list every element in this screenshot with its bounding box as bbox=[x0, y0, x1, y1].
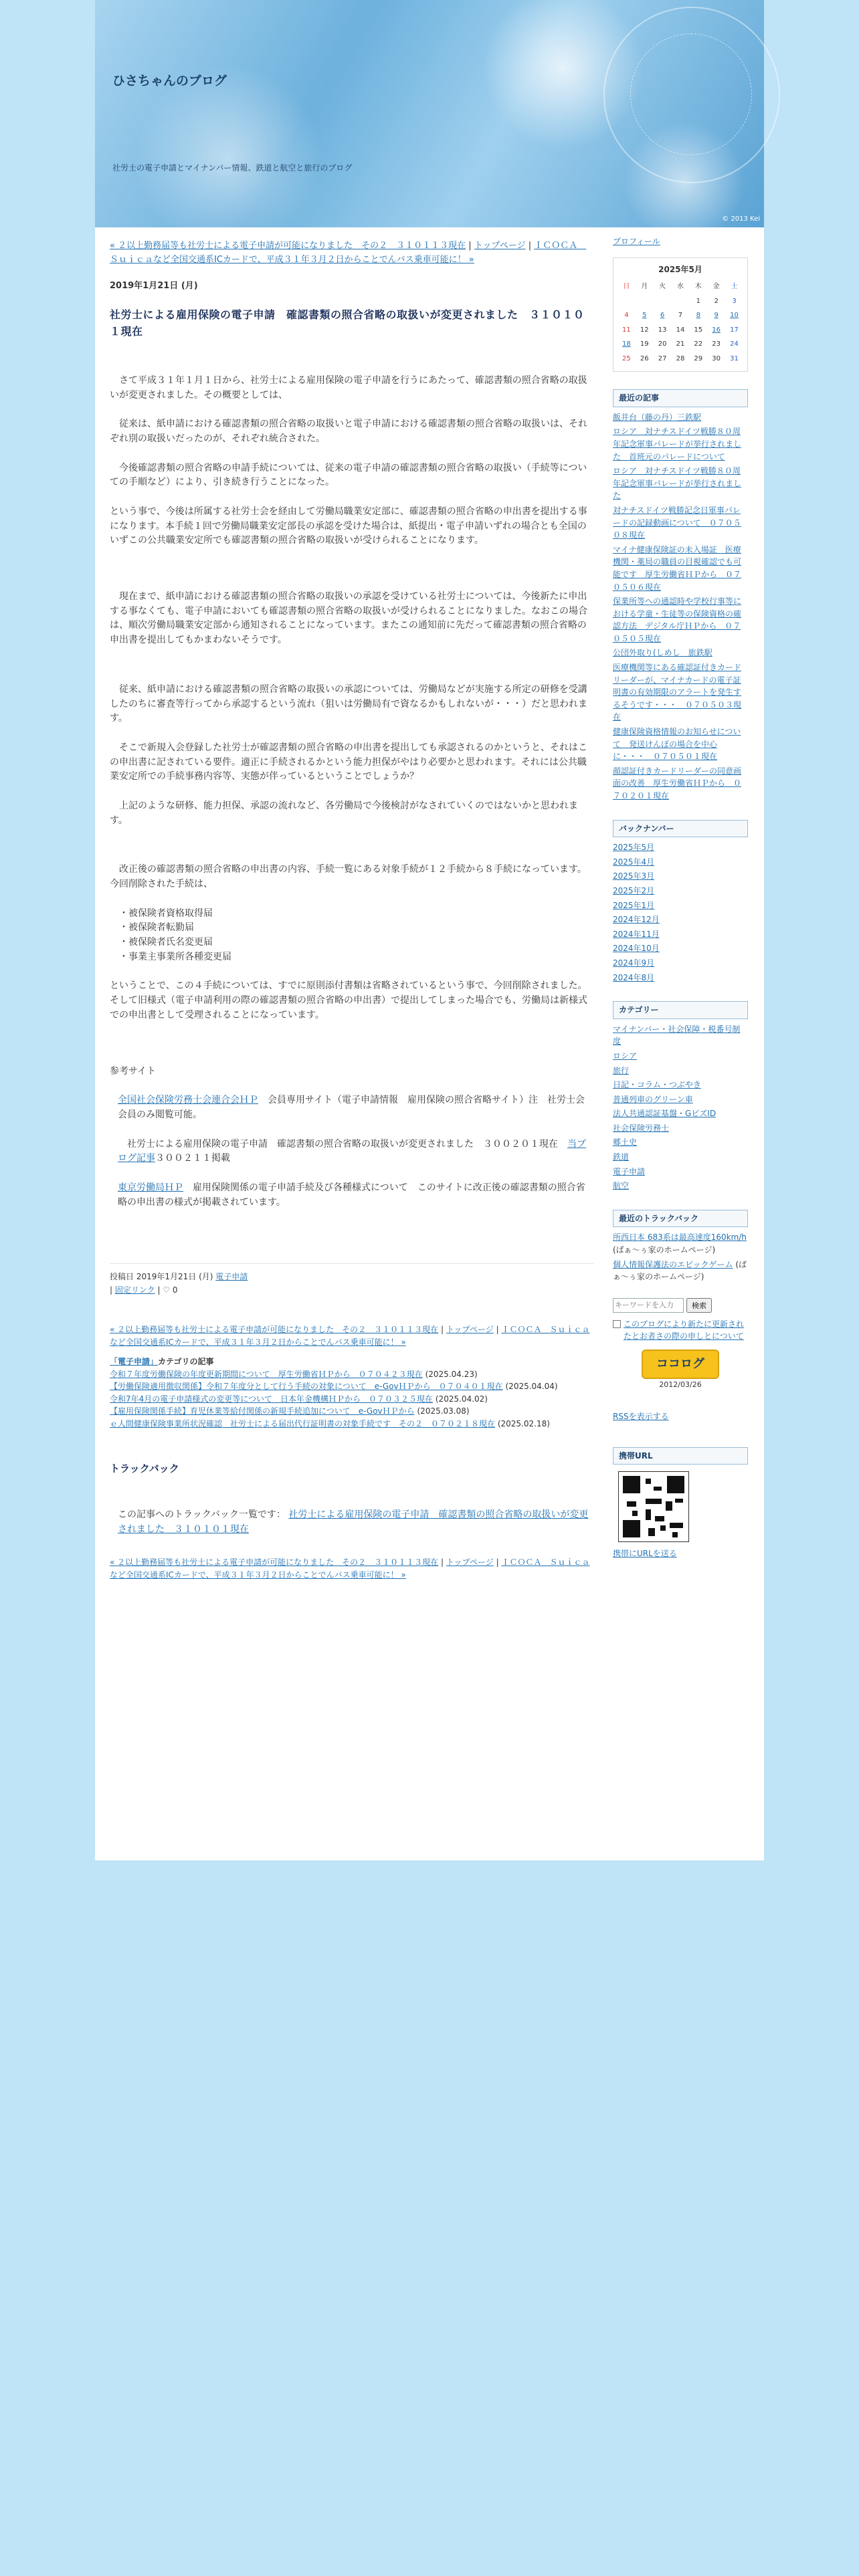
top-page-link[interactable]: トップページ bbox=[446, 1324, 494, 1334]
reference-item: 東京労働局ＨＰ 雇用保険関係の電子申請手続及び各種様式について このサイトに改正後の確認書類の照合省略の申出書の様式が掲載されています。 bbox=[118, 1182, 585, 1208]
list-item bbox=[613, 870, 748, 883]
send-mobile-url-link[interactable]: 携帯にURLを送る bbox=[613, 1549, 677, 1559]
calendar-day: 13 bbox=[658, 326, 667, 334]
calendar-day-link[interactable]: 5 bbox=[642, 312, 647, 320]
calendar-day: 20 bbox=[658, 340, 667, 348]
list-item: 令和７年度労働保険の年度更新期間について 厚生労働省ＨＰから ０７０４２３現在 (2025.04.23) bbox=[110, 1369, 478, 1379]
prev-entry-link[interactable]: « ２以上勤務届等も社労士による電子申請が可能になりました その２ ３１０１１３現在 bbox=[110, 241, 466, 251]
site-title[interactable]: ひさちゃんのブログ bbox=[112, 74, 227, 88]
main-content bbox=[110, 239, 594, 1582]
list-item bbox=[613, 1023, 748, 1048]
category-article-link[interactable]: 【雇用保険関係手続】育児休業等給付関係の新規手続追加について e-GovＨＰから bbox=[110, 1406, 415, 1416]
calendar-day: 17 bbox=[730, 326, 739, 334]
entry-paragraph: さて平成３１年１月１日から、社労士による雇用保険の電子申請を行うにあたって、確認書類の照合省略の取扱いが変更されました。その概要としては、 bbox=[110, 374, 587, 401]
list-item bbox=[613, 1079, 748, 1091]
calendar-day: 12 bbox=[640, 326, 649, 334]
site-description: 社労士の電子申請とマイナンバー情報、鉄道と航空と旅行のブログ bbox=[112, 163, 353, 173]
backnumber-link[interactable]: 2024年11月 bbox=[613, 929, 660, 939]
list-item bbox=[613, 661, 748, 724]
backnumber-heading: バックナンバー bbox=[613, 820, 748, 838]
entry-paragraph: 上記のような研修、能力担保、承認の流れなど、各労働局で今後検討がなされていくのではないかと思われます。 bbox=[110, 800, 578, 826]
reference-link-blog[interactable]: 当ブログ記事 bbox=[118, 1138, 586, 1164]
entry-title: 社労士による雇用保険の電子申請 確認書類の照合省略の取扱いが変更されました ３１０１０１現在 bbox=[110, 308, 585, 338]
calendar-day-link[interactable]: 8 bbox=[696, 312, 700, 320]
list-item: 令和7年4月の電子申請様式の変更等について 日本年金機構ＨＰから ０７０３２５現在 (2025.04.02) bbox=[110, 1394, 488, 1404]
rss-link[interactable]: RSSを表示する bbox=[613, 1412, 669, 1422]
search-form bbox=[613, 1298, 748, 1313]
category-link[interactable]: 電子申請 bbox=[613, 1166, 646, 1176]
list-item bbox=[613, 765, 748, 802]
category-link[interactable]: 旅行 bbox=[613, 1065, 630, 1075]
calendar-weekday: 日 bbox=[623, 283, 630, 291]
recent-article-link[interactable]: 顔認証付きカードリーダーの同意画面の改善 厚生労働省ＨＰから ０７０２０１現在 bbox=[613, 766, 742, 800]
reference-link-shakaihoken[interactable]: 全国社会保険労務士会連合会ＨＰ bbox=[118, 1095, 258, 1106]
list-item bbox=[613, 942, 748, 955]
sidebar bbox=[613, 235, 748, 1560]
list-item: 【雇用保険関係手続】育児休業等給付関係の新規手続追加について e-GovＨＰから (2025.03.08) bbox=[110, 1406, 470, 1416]
calendar-day bbox=[636, 294, 654, 309]
page bbox=[95, 0, 764, 1860]
trackback-entry-link[interactable]: 社労士による雇用保険の電子申請 確認書類の照合省略の取扱いが変更されました ３１０１０１現在 bbox=[118, 1509, 589, 1535]
entry-navigation-bottom: « ２以上勤務届等も社労士による電子申請が可能になりました その２ ３１０１１３現在 | トップページ | ＩＣＯＣＡ Ｓｕｉｃａなど全国交通系ICカードで、平成３１年３月２日からことでんバス乗車可能に！ » bbox=[110, 1324, 590, 1347]
list-item bbox=[613, 856, 748, 869]
top-page-link[interactable]: トップページ bbox=[474, 241, 526, 251]
backnumber-link[interactable]: 2025年3月 bbox=[613, 871, 655, 881]
category-link[interactable]: 郷土史 bbox=[613, 1138, 638, 1148]
list-item bbox=[613, 841, 748, 854]
category-link[interactable]: 法人共通認証基盤・GビズID bbox=[613, 1109, 717, 1119]
calendar-day-link[interactable]: 18 bbox=[622, 340, 631, 348]
reference-link-tokyo-labor[interactable]: 東京労働局ＨＰ bbox=[118, 1182, 183, 1193]
calendar-day bbox=[672, 294, 690, 309]
nav-separator: | bbox=[528, 241, 535, 251]
trackbacks-heading: 最近のトラックバック bbox=[613, 1210, 748, 1228]
backnumber-link[interactable]: 2024年8月 bbox=[613, 972, 655, 982]
list-item bbox=[613, 544, 748, 593]
recent-articles-list bbox=[613, 411, 748, 802]
backnumber-link[interactable]: 2025年4月 bbox=[613, 857, 655, 867]
entry-paragraph: 現在まで、紙申請における確認書類の照合省略の取扱いの承認を受けている社労士については、今後新たに申出する事なくても、電子申請においても確認書類の照合省略の取扱いが受けられることになりました。なおこの場合は、順次労働局職業安定部から通知されることになっています。またこの通知前に先だって確認書類の照合省略の申出書を提出してもかまわないそうです。 bbox=[110, 591, 587, 646]
calendar bbox=[613, 257, 748, 372]
calendar-weekday: 火 bbox=[659, 283, 666, 291]
entry-body bbox=[110, 374, 594, 1210]
entry-paragraph: 改正後の確認書類の照合省略の申出書の内容、手続一覧にある対象手続が１２手続から８手続になっています。今回削除された手続は、 bbox=[110, 864, 587, 890]
calendar-day: 26 bbox=[640, 354, 649, 362]
calendar-weekday: 月 bbox=[641, 283, 648, 291]
calendar-day: 25 bbox=[622, 354, 631, 362]
category-link[interactable]: ロシア bbox=[613, 1051, 638, 1061]
category-article-link[interactable]: 【労働保険適用徴収関係】令和７年度分として行う手続の対象について e-GovＨＰから ０７０４０１現在 bbox=[110, 1382, 503, 1392]
list-item: 個人情報保護法のエピックゲーム (ばぁ〜ぅ家のホームページ) bbox=[613, 1259, 747, 1282]
recent-articles-heading: 最近の記事 bbox=[613, 389, 748, 407]
calendar-caption: 2025年5月 bbox=[658, 264, 702, 274]
calendar-day-link[interactable]: 6 bbox=[660, 312, 665, 320]
entry-paragraph: 従来、紙申請における確認書類の照合省略の取扱いの承認については、労働局などが実施する所定の研修を受講したのちに審査等行ってから承認するという流れ（狙いは労働局有で資なるかもしれないが・・・）だと思われます。 bbox=[110, 683, 587, 724]
trackback-link[interactable]: 所西日本 683系は最高速度160km/h bbox=[613, 1232, 747, 1243]
calendar-day: 19 bbox=[640, 340, 649, 348]
category-link[interactable]: 普通列車のグリーン車 bbox=[613, 1094, 693, 1104]
list-item bbox=[613, 928, 748, 941]
calendar-weekday: 水 bbox=[676, 283, 684, 291]
list-item bbox=[613, 425, 748, 463]
list-item bbox=[613, 899, 748, 912]
qr-code-icon bbox=[618, 1471, 689, 1542]
blog-header bbox=[95, 0, 764, 227]
entry-date: 2019年1月21日 (月) bbox=[110, 280, 198, 291]
search-input[interactable] bbox=[613, 1298, 684, 1313]
backnumber-link[interactable]: 2024年10月 bbox=[613, 944, 660, 954]
trackbacks-list bbox=[613, 1231, 748, 1283]
list-item bbox=[613, 1180, 748, 1192]
list-item: ・被保険者氏名変更届 bbox=[119, 937, 213, 948]
recent-article-link[interactable]: 飯井台（藤の丹）三鉄駅 bbox=[613, 412, 702, 422]
entry-footer: 投稿日 2019年1月21日 (月) 電子申請 | 固定リンク | ♡ 0 bbox=[110, 1263, 594, 1296]
reference-heading: 参考サイト bbox=[110, 1065, 157, 1077]
list-item: ・事業主事業所各種変更届 bbox=[119, 951, 231, 962]
list-item: 【労働保険適用徴収関係】令和７年度分として行う手続の対象について e-GovＨＰから ０７０４０１現在 (2025.04.04) bbox=[110, 1382, 558, 1392]
recent-article-link[interactable]: 対ナチスドイツ戦勝記念日軍事パレードの記録動画について ０７０５０８現在 bbox=[613, 505, 741, 540]
calendar-day: 11 bbox=[622, 326, 631, 334]
list-item bbox=[613, 885, 748, 897]
reference-item: 全国社会保険労務士会連合会ＨＰ 会員専用サイト（電子申請情報 雇用保険の照合省略サイト）注 社労士会会員のみ閲覧可能。 bbox=[118, 1095, 585, 1120]
nav-separator: | bbox=[468, 241, 474, 251]
list-item: ・被保険者転勤届 bbox=[119, 922, 194, 934]
list-item bbox=[613, 1166, 748, 1178]
list-item bbox=[613, 1050, 748, 1063]
category-link[interactable]: マイナンバー・社会保障・税番号制度 bbox=[613, 1024, 741, 1047]
mobile-url-heading: 携帯URL bbox=[613, 1447, 748, 1465]
removed-procedures-list bbox=[110, 907, 594, 965]
recent-article-link[interactable]: 医療機関等にある確認証付きカードリーダーが、マイナカードの電子証明書の有効期限のアラートを発生するそうです・・・ ０７０５０３現在 bbox=[613, 663, 742, 722]
category-link[interactable]: 航空 bbox=[613, 1181, 630, 1191]
like-count[interactable]: | ♡ 0 bbox=[157, 1285, 178, 1295]
entry-category-link[interactable]: 電子申請 bbox=[215, 1272, 248, 1282]
category-link[interactable]: 社会保険労務士 bbox=[613, 1123, 670, 1133]
list-item bbox=[613, 1136, 748, 1149]
list-item bbox=[613, 647, 748, 659]
list-item bbox=[613, 914, 748, 926]
calendar-day: 24 bbox=[730, 340, 739, 348]
calendar-day: 15 bbox=[694, 326, 703, 334]
calendar-day: 28 bbox=[676, 354, 685, 362]
list-item bbox=[613, 465, 748, 502]
list-item bbox=[613, 1107, 748, 1120]
backnumber-list bbox=[613, 841, 748, 984]
entry-navigation-footer: « ２以上勤務届等も社労士による電子申請が可能になりました その２ ３１０１１３現在 | トップページ | ＩＣＯＣＡ Ｓｕｉｃａなど全国交通系ICカードで、平成３１年３月２日からことでんバス乗車可能に！ » bbox=[110, 1557, 590, 1580]
cocolog-date: 2012/03/26 bbox=[659, 1380, 702, 1389]
cocolog-logo[interactable]: ココログ bbox=[642, 1350, 719, 1379]
backnumber-link[interactable]: 2025年1月 bbox=[613, 900, 655, 910]
prev-entry-link[interactable]: « ２以上勤務届等も社労士による電子申請が可能になりました その２ ３１０１１３現在 bbox=[110, 1324, 439, 1334]
next-entry-link[interactable]: ＩＣＯＣＡ Ｓｕｉｃａなど全国交通系ICカードで、平成３１年３月２日からことでんバス乗車可能に！ » bbox=[110, 1324, 590, 1347]
calendar-weekday: 土 bbox=[731, 283, 738, 291]
entry-paragraph: ということで、この４手続については、すでに原則添付書類は省略されているという事で、今回削除されました。そして旧様式（電子申請利用の際の確認書類の照合省略の申出書）で提出してしまった場合でも、労働局は新様式での申出書として受理されることになっています。 bbox=[110, 980, 587, 1021]
calendar-day: 4 bbox=[624, 312, 629, 320]
category-link[interactable]: 日記・コラム・つぶやき bbox=[613, 1080, 701, 1090]
top-page-link[interactable]: トップページ bbox=[446, 1557, 494, 1567]
calendar-weekday: 木 bbox=[694, 283, 702, 291]
entry-paragraph: という事で、今後は所属する社労士会を経由して労働局職業安定部に、確認書類の照合省略の申出書を提出する事になります。本手続１回で労働局職業安定部長の承認を受けた場合は、紙提出・電子申請いずれの場合とも全国のいずこの公共職業安定所でも確認書類の照合省略の取扱いが受けられることになります。 bbox=[110, 506, 587, 546]
backnumber-link[interactable]: 2024年9月 bbox=[613, 958, 655, 968]
recent-article-link[interactable]: 保業所等への通認時や学校行事等における学童・生徒等の保険資格の確認方法 デジタル庁ＨＰから ０７０５０５現在 bbox=[613, 597, 742, 643]
calendar-day-link[interactable]: 9 bbox=[714, 312, 719, 320]
calendar-day: 14 bbox=[676, 326, 685, 334]
list-item: ・被保険者資格取得届 bbox=[119, 907, 213, 919]
calendar-day: 27 bbox=[658, 354, 667, 362]
recent-article-link[interactable]: ロシア 対ナチスドイツ戦勝８０周年記念軍事パレードが挙行されました bbox=[613, 466, 742, 501]
category-articles-link[interactable]: 「電子申請」 bbox=[110, 1357, 159, 1367]
recent-article-link[interactable]: 公団外取り(しめし 旅鉄駅 bbox=[613, 648, 712, 658]
calendar-table bbox=[617, 280, 743, 366]
entry-navigation-top bbox=[110, 239, 594, 267]
list-item bbox=[613, 1151, 748, 1164]
calendar-day bbox=[654, 294, 672, 309]
calendar-day: 3 bbox=[732, 297, 737, 305]
calendar-day: 1 bbox=[696, 297, 700, 305]
category-articles-box bbox=[110, 1356, 594, 1430]
calendar-day-link[interactable]: 10 bbox=[730, 312, 739, 320]
search-button[interactable]: 検索 bbox=[686, 1298, 712, 1313]
list-item bbox=[613, 504, 748, 542]
ferris-wheel-inner-decoration bbox=[630, 33, 752, 155]
profile-link[interactable]: プロフィール bbox=[613, 237, 660, 246]
backnumber-link[interactable]: 2025年2月 bbox=[613, 885, 655, 895]
category-link[interactable]: 鉄道 bbox=[613, 1152, 630, 1162]
calendar-day bbox=[617, 294, 636, 309]
list-item bbox=[613, 726, 748, 763]
backnumber-link[interactable]: 2024年12月 bbox=[613, 915, 660, 925]
cocolog-notice bbox=[613, 1318, 748, 1343]
recent-article-link[interactable]: 健康保険資格情報のお知らせについて 発送けんぽの場合を中心に・・・ ０７０５０１現在 bbox=[613, 727, 741, 762]
calendar-day: 22 bbox=[694, 340, 703, 348]
category-heading: カテゴリー bbox=[613, 1001, 748, 1019]
calendar-day-link[interactable]: 16 bbox=[712, 326, 721, 334]
backnumber-link[interactable]: 2025年5月 bbox=[613, 843, 655, 853]
list-item: 所西日本 683系は最高速度160km/h (ばぁ〜ぅ家のホームページ) bbox=[613, 1232, 747, 1255]
header-copyright: © 2013 Kei bbox=[722, 215, 760, 223]
list-item bbox=[613, 595, 748, 645]
next-entry-link[interactable]: ＩＣＯＣＡ Ｓｕｉｃａなど全国交通系ICカードで、平成３１年３月２日からことでんバス乗車可能に！ » bbox=[110, 241, 587, 265]
permalink[interactable]: 固定リンク bbox=[114, 1285, 155, 1295]
calendar-weekday: 金 bbox=[712, 283, 720, 291]
next-entry-link[interactable]: ＩＣＯＣＡ Ｓｕｉｃａなど全国交通系ICカードで、平成３１年３月２日からことでんバス乗車可能に！ » bbox=[110, 1557, 590, 1580]
calendar-day: 7 bbox=[678, 312, 683, 320]
calendar-day: 2 bbox=[714, 297, 719, 305]
calendar-day: 30 bbox=[712, 354, 721, 362]
recent-article-link[interactable]: マイナ健康保険証の未入場証 医療機関・薬局の職員の目視確認でも可能です 厚生労働省ＨＰから ０７０５０６現在 bbox=[613, 544, 742, 592]
entry-paragraph: 今後確認書類の照合省略の申請手続については、従来の電子申請の確認書類の照合省略の取扱い（手続等についての手順など）により、引き続き行うことになった。 bbox=[110, 462, 587, 488]
calendar-day: 23 bbox=[712, 340, 721, 348]
reference-item: 社労士による雇用保険の電子申請 確認書類の照合省略の取扱いが変更されました ３００２０１現在 当ブログ記事３００２１１掲載 bbox=[118, 1138, 586, 1164]
list-item bbox=[613, 411, 748, 424]
list-item bbox=[613, 1065, 748, 1077]
category-article-link[interactable]: 令和７年度労働保険の年度更新期間について 厚生労働省ＨＰから ０７０４２３現在 bbox=[110, 1369, 423, 1379]
trackback-link[interactable]: 個人情報保護法のエピックゲーム bbox=[613, 1259, 733, 1269]
calendar-day: 31 bbox=[730, 354, 739, 362]
prev-entry-link[interactable]: « ２以上勤務届等も社労士による電子申請が可能になりました その２ ３１０１１３現在 bbox=[110, 1557, 439, 1567]
calendar-day: 29 bbox=[694, 354, 703, 362]
recent-article-link[interactable]: ロシア 対ナチスドイツ戦勝８０周年記念軍事パレードが挙行されました 首班元のパレードについて bbox=[613, 427, 742, 461]
trackback-text: この記事へのトラックバック一覧です： 社労士による雇用保険の電子申請 確認書類の照合省略の取扱いが変更されました ３１０１０１現在 bbox=[118, 1509, 589, 1535]
cocolog-notice-link[interactable]: このブログにより新たに更新されたとお者さの際の申しとについて bbox=[624, 1319, 745, 1341]
category-article-link[interactable]: ｅ人間健康保険事業所状況確認 社労士による届出代行証明書の対象手続です その２ ０７０２１８現在 bbox=[110, 1419, 496, 1429]
list-item bbox=[613, 1093, 748, 1106]
entry-paragraph: そこで新規入会登録した社労士が確認書類の照合省略の申出書を提出しても承認されるのかというと、それはこの申出書に記されている要件。適正に手続されるかという能力担保がやはり必要かと思われます。それには公共職業安定所での手続事務内容等、実態が伴っているということでしょうか？ bbox=[110, 742, 587, 782]
category-articles-title: 「電子申請」カテゴリの記事 bbox=[110, 1357, 214, 1367]
calendar-day: 21 bbox=[676, 340, 685, 348]
list-item bbox=[613, 1122, 748, 1135]
list-item bbox=[613, 957, 748, 970]
entry-paragraph: 従来は、紙申請における確認書類の照合省略の取扱いと電子申請における確認書類の照合省略の取扱いは、それぞれ別の取扱いだったのが、それぞれ統合された。 bbox=[110, 419, 587, 444]
list-item bbox=[613, 972, 748, 984]
checkbox-icon[interactable] bbox=[613, 1320, 621, 1328]
trackback-heading: トラックバック bbox=[110, 1462, 179, 1475]
list-item: ｅ人間健康保険事業所状況確認 社労士による届出代行証明書の対象手続です その２ ０７０２１８現在 (2025.02.18) bbox=[110, 1419, 550, 1429]
category-list bbox=[613, 1023, 748, 1192]
category-article-link[interactable]: 令和7年4月の電子申請様式の変更等について 日本年金機構ＨＰから ０７０３２５現在 bbox=[110, 1394, 434, 1404]
